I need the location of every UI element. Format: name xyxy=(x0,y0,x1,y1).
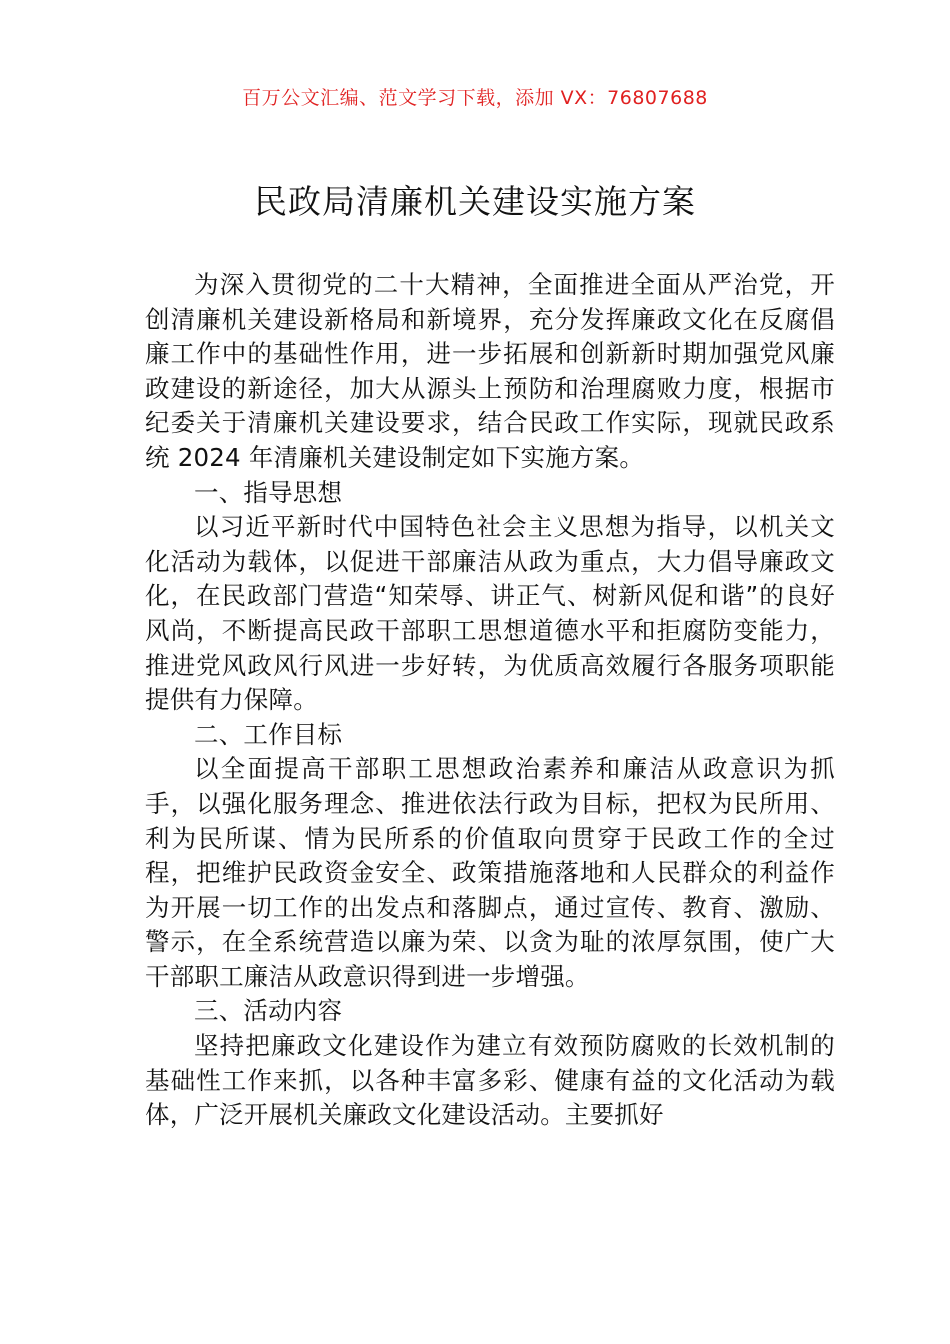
section-paragraph-work-goals: 以全面提高干部职工思想政治素养和廉洁从政意识为抓手，以强化服务理念、推进依法行政为目标，把权为民所用、利为民所谋、情为民所系的价值取向贯穿于民政工作的全过程，把维护民政资金安全、政策措施落地和人民群众的利益作为开展一切工作的出发点和落脚点，通过宣传、教育、激励、警示，在全系统营造以廉为荣、以贪为耻的浓厚氛围，使广大干部职工廉洁从政意识得到进一步增强。 xyxy=(145,754,835,991)
watermark-banner: 百万公文汇编、范文学习下载，添加 VX：76807688 xyxy=(242,87,708,109)
page-title: 民政局清廉机关建设实施方案 xyxy=(254,182,696,221)
section-paragraph-guiding-ideology: 以习近平新时代中国特色社会主义思想为指导，以机关文化活动为载体，以促进干部廉洁从政为重点，大力倡导廉政文化，在民政部门营造“知荣辱、讲正气、树新风促和谐”的良好风尚，不断提高民政干部职工思想道德水平和拒腐防变能力，推进党风政风行风进一步好转，为优质高效履行各服务项职能提供有力保障。 xyxy=(145,512,835,715)
section-heading-work-goals: 二、工作目标 xyxy=(194,719,343,749)
section-heading-guiding-ideology: 一、指导思想 xyxy=(194,477,343,507)
section-paragraph-activity-content: 坚持把廉政文化建设作为建立有效预防腐败的长效机制的基础性工作来抓，以各种丰富多彩、健康有益的文化活动为载体，广泛开展机关廉政文化建设活动。主要抓好 xyxy=(145,1031,835,1130)
document-body xyxy=(145,268,835,1133)
section-heading-activity-content: 三、活动内容 xyxy=(194,996,343,1026)
intro-paragraph: 为深入贯彻党的二十大精神，全面推进全面从严治党，开创清廉机关建设新格局和新境界，充分发挥廉政文化在反腐倡廉工作中的基础性作用，进一步拓展和创新新时期加强党风廉政建设的新途径，加大从源头上预防和治理腐败力度，根据市纪委关于清廉机关建设要求，结合民政工作实际，现就民政系统 2024 年清廉机关建设制定如下实施方案。 xyxy=(145,270,835,472)
